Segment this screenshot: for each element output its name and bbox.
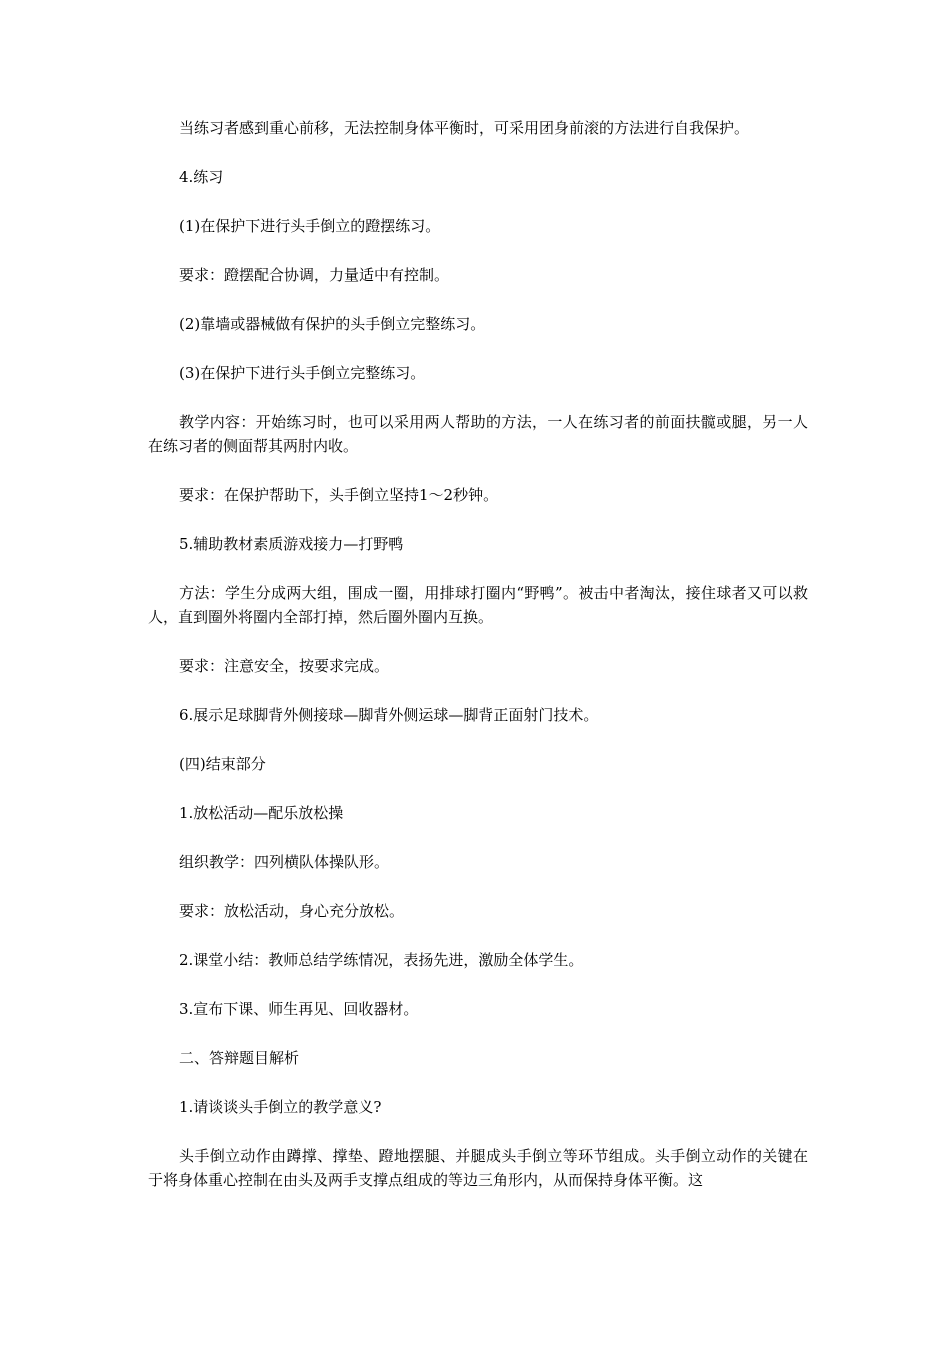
heading-football-demo: 6.展示足球脚背外侧接球—脚背外侧运球—脚背正面射门技术。 <box>179 706 599 724</box>
heading-defense-analysis: 二、答辩题目解析 <box>179 1049 300 1067</box>
paragraph-practice-2: (2)靠墙或器械做有保护的头手倒立完整练习。 <box>179 315 486 333</box>
heading-closing-section: (四)结束部分 <box>179 755 266 773</box>
heading-game-relay: 5.辅助教材素质游戏接力—打野鸭 <box>179 535 404 553</box>
paragraph-practice-3: (3)在保护下进行头手倒立完整练习。 <box>179 364 426 382</box>
paragraph-practice-1: (1)在保护下进行头手倒立的蹬摆练习。 <box>179 217 441 235</box>
paragraph-requirement-4: 要求：放松活动，身心充分放松。 <box>179 902 405 920</box>
heading-practice: 4.练习 <box>179 168 224 186</box>
paragraph-organization: 组织教学：四列横队体操队形。 <box>179 853 390 871</box>
document-body <box>148 116 808 1192</box>
paragraph-teaching-content: 教学内容：开始练习时，也可以采用两人帮助的方法，一人在练习者的前面扶髋或腿，另一人在练习者的侧面帮其两肘内收。 <box>148 413 808 455</box>
heading-question-1: 1.请谈谈头手倒立的教学意义? <box>179 1098 382 1116</box>
paragraph-requirement-1: 要求：蹬摆配合协调，力量适中有控制。 <box>179 266 450 284</box>
paragraph-class-summary: 2.课堂小结：教师总结学练情况，表扬先进，激励全体学生。 <box>179 951 584 969</box>
paragraph-answer-1: 头手倒立动作由蹲撑、撑垫、蹬地摆腿、并腿成头手倒立等环节组成。头手倒立动作的关键在于将身体重心控制在由头及两手支撑点组成的等边三角形内，从而保持身体平衡。这 <box>148 1147 808 1189</box>
paragraph-game-method: 方法：学生分成两大组，围成一圈，用排球打圈内“野鸭”。被击中者淘汰，接住球者又可以救人，直到圈外将圈内全部打掉，然后圈外圈内互换。 <box>148 584 808 626</box>
paragraph-requirement-2: 要求：在保护帮助下，头手倒立坚持1～2秒钟。 <box>179 486 499 504</box>
paragraph-dismissal: 3.宣布下课、师生再见、回收器材。 <box>179 1000 419 1018</box>
heading-relaxation: 1.放松活动—配乐放松操 <box>179 804 344 822</box>
paragraph-requirement-3: 要求：注意安全，按要求完成。 <box>179 657 390 675</box>
paragraph-self-protection: 当练习者感到重心前移，无法控制身体平衡时，可采用团身前滚的方法进行自我保护。 <box>179 119 750 137</box>
